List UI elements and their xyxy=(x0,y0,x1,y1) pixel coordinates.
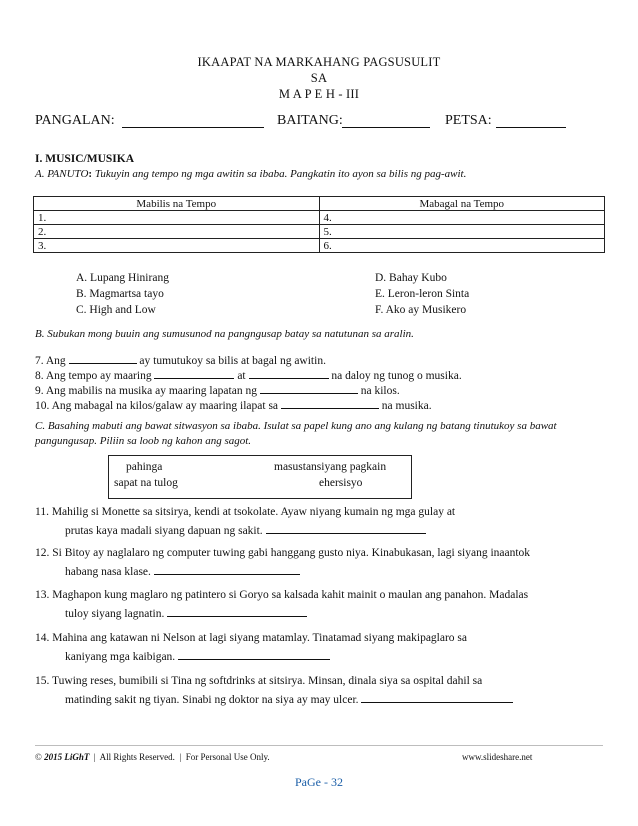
q8-blank-1[interactable] xyxy=(154,366,234,379)
q10-text-b: na musika. xyxy=(378,400,432,412)
table-cell[interactable]: 4. xyxy=(319,211,605,225)
q11-text: prutas kaya madali siyang dapuan ng sakit. xyxy=(65,524,266,537)
part-b-instruction: B. Subukan mong buuin ang sumusunod na pangngusap batay sa natutunan sa aralin. xyxy=(35,328,414,340)
q8-text-c: na daloy ng tunog o musika. xyxy=(328,370,462,382)
q10-text-a: 10. Ang mabagal na kilos/galaw ay maaring ilapat sa xyxy=(35,400,281,412)
q11-line-1: 11. Mahilig si Monette sa sitsirya, kendi at tsokolate. Ayaw niyang kumain ng mga gulay at xyxy=(35,506,456,518)
q13-text: tuloy siyang lagnatin. xyxy=(65,607,168,620)
q9-text-b: na kilos. xyxy=(357,385,400,397)
choice-d: D. Bahay Kubo xyxy=(375,272,447,284)
section-heading: I. MUSIC/MUSIKA xyxy=(35,153,135,165)
table-header-slow: Mabagal na Tempo xyxy=(319,197,605,211)
page-number: PaGe - 32 xyxy=(295,775,343,789)
table-cell[interactable]: 6. xyxy=(319,239,605,253)
part-a-text: Tukuyin ang tempo ng mga awitin sa ibaba. Pangkatin ito ayon sa bilis ng pag-awit. xyxy=(92,168,467,180)
q15-line-2 xyxy=(35,690,610,709)
choice-e: E. Leron-leron Sinta xyxy=(375,288,470,300)
q14-line-2 xyxy=(35,647,610,666)
grade-label: BAITANG: xyxy=(277,113,343,128)
exam-title: IKAAPAT NA MARKAHANG PAGSUSULIT xyxy=(197,55,441,69)
box-word-exercise: ehersisyo xyxy=(319,477,363,489)
part-a-colon: : xyxy=(88,168,93,180)
q12-line-2 xyxy=(35,562,610,581)
q14-text: kaniyang mga kaibigan. xyxy=(65,650,179,663)
table-cell[interactable]: 2. xyxy=(34,225,320,239)
table-cell[interactable]: 3. xyxy=(34,239,320,253)
table-cell[interactable]: 1. xyxy=(34,211,320,225)
tempo-table xyxy=(33,196,605,253)
q13-line-1: 13. Maghapon kung maglaro ng patintero si Goryo sa kalsada kahit mainit o maulan ang panahon. Madalas xyxy=(35,589,529,601)
q9-blank[interactable] xyxy=(260,381,358,394)
footer-divider xyxy=(35,745,603,746)
question-13 xyxy=(35,588,610,622)
table-header-fast: Mabilis na Tempo xyxy=(34,197,320,211)
choice-a: A. Lupang Hinirang xyxy=(76,272,169,284)
choice-c: C. High and Low xyxy=(76,304,156,316)
q8-blank-2[interactable] xyxy=(249,366,329,379)
question-9 xyxy=(35,381,400,397)
exam-title-sa: SA xyxy=(310,71,328,85)
q7-blank[interactable] xyxy=(69,351,137,364)
q15-line-1: 15. Tuwing reses, bumibili si Tina ng softdrinks at sitsirya. Minsan, dinala siya sa ospital dahil sa xyxy=(35,675,483,687)
q8-text-a: 8. Ang tempo ay maaring xyxy=(35,370,155,382)
q14-blank[interactable] xyxy=(178,647,330,660)
table-row xyxy=(34,225,605,239)
table-row xyxy=(34,239,605,253)
box-word-sleep: sapat na tulog xyxy=(114,477,178,489)
date-field[interactable] xyxy=(496,115,566,128)
q11-blank[interactable] xyxy=(266,521,426,534)
q8-text-b: at xyxy=(234,370,249,382)
part-a-instruction xyxy=(35,168,466,180)
footer-rights: | All Rights Reserved. | For Personal Use Only. xyxy=(89,752,270,762)
q7-text-a: 7. Ang xyxy=(35,355,69,367)
q12-line-1: 12. Si Bitoy ay naglalaro ng computer tuwing gabi hanggang gusto niya. Kinabukasan, lagi siyang inaantok xyxy=(35,547,531,559)
q14-line-1: 14. Mahina ang katawan ni Nelson at lagi siyang matamlay. Tinatamad siyang makipaglaro sa xyxy=(35,632,468,644)
q12-text: habang nasa klase. xyxy=(65,565,154,578)
q15-blank[interactable] xyxy=(361,690,513,703)
date-label: PETSA: xyxy=(445,113,492,128)
q12-blank[interactable] xyxy=(154,562,300,575)
exam-subject: M A P E H - III xyxy=(278,87,360,101)
q13-blank[interactable] xyxy=(167,604,307,617)
part-c-instruction-line-2: pangungusap. Piliin sa loob ng kahon ang sagot. xyxy=(35,435,252,447)
footer-site[interactable]: www.slideshare.net xyxy=(462,752,533,762)
q10-blank[interactable] xyxy=(281,396,379,409)
answer-choice-box xyxy=(108,455,412,499)
question-10 xyxy=(35,396,432,412)
name-label: PANGALAN: xyxy=(35,113,115,128)
q9-text-a: 9. Ang mabilis na musika ay maaring lapatan ng xyxy=(35,385,260,397)
part-a-prefix: A. PANUTO xyxy=(35,168,89,180)
q7-text-b: ay tumutukoy sa bilis at bagal ng awitin. xyxy=(136,355,326,367)
table-row xyxy=(34,211,605,225)
q13-line-2 xyxy=(35,604,610,623)
question-14 xyxy=(35,631,610,665)
grade-field[interactable] xyxy=(342,115,430,128)
choice-f: F. Ako ay Musikero xyxy=(375,304,467,316)
box-word-food: masustansiyang pagkain xyxy=(274,461,387,473)
footer-copyright xyxy=(35,752,270,762)
question-7 xyxy=(35,351,326,367)
footer-brand: 2015 LiGhT xyxy=(41,752,90,762)
question-11 xyxy=(35,505,610,539)
part-c-instruction-line-1: C. Basahing mabuti ang bawat sitwasyon sa ibaba. Isulat sa papel kung ano ang kulang ng batang tinutukoy sa bawat xyxy=(35,420,557,432)
question-12 xyxy=(35,546,610,580)
question-8 xyxy=(35,366,462,382)
table-cell[interactable]: 5. xyxy=(319,225,605,239)
choice-b: B. Magmartsa tayo xyxy=(76,288,164,300)
copyright-icon: © xyxy=(35,752,42,762)
question-15 xyxy=(35,674,610,708)
q15-text: matinding sakit ng tiyan. Sinabi ng doktor na siya ay may ulcer. xyxy=(65,693,362,706)
name-field[interactable] xyxy=(122,115,264,128)
q11-line-2 xyxy=(35,521,610,540)
box-word-rest: pahinga xyxy=(126,461,163,473)
